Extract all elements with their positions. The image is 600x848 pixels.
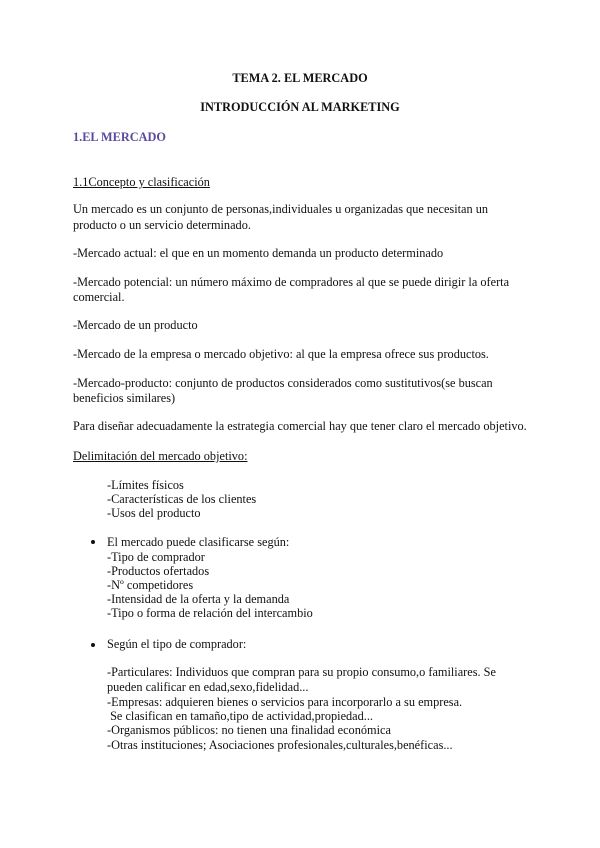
buyer-bullet-text: Según el tipo de comprador: bbox=[107, 637, 247, 651]
delimitation-item: -Usos del producto bbox=[107, 506, 201, 520]
buyer-item: -Particulares: Individuos que compran para su propio consumo,o familiares. Se bbox=[107, 665, 496, 679]
definition-mercado-empresa: -Mercado de la empresa o mercado objetivo: al que la empresa ofrece sus productos. bbox=[73, 347, 489, 361]
buyer-item: -Otras instituciones; Asociaciones profesionales,culturales,benéficas... bbox=[107, 738, 453, 752]
classification-item: -Intensidad de la oferta y la demanda bbox=[107, 592, 290, 606]
subsection-heading: 1.1Concepto y clasificación bbox=[73, 175, 210, 189]
definition-mercado-actual: -Mercado actual: el que en un momento demanda un producto determinado bbox=[73, 246, 444, 260]
delimitation-heading: Delimitación del mercado objetivo: bbox=[73, 449, 248, 463]
intro-line-2: producto o un servicio determinado. bbox=[73, 218, 251, 232]
classification-item: -Nº competidores bbox=[107, 578, 194, 592]
buyer-item: -Organismos públicos: no tienen una finalidad económica bbox=[107, 723, 391, 737]
definition-mercado-potencial-line-1: -Mercado potencial: un número máximo de compradores al que se puede dirigir la oferta bbox=[73, 275, 510, 289]
delimitation-item: -Características de los clientes bbox=[107, 492, 257, 506]
definition-mercado-producto-sustitutivos-line-2: beneficios similares) bbox=[73, 391, 176, 405]
classification-item: -Tipo de comprador bbox=[107, 550, 205, 564]
definition-mercado-potencial-line-2: comercial. bbox=[73, 290, 125, 304]
bullet-dot bbox=[91, 540, 95, 544]
definition-mercado-producto-sustitutivos-line-1: -Mercado-producto: conjunto de productos considerados como sustitutivos(se buscan bbox=[73, 376, 493, 390]
document-title: TEMA 2. EL MERCADO bbox=[232, 71, 368, 85]
document-subtitle: INTRODUCCIÓN AL MARKETING bbox=[200, 100, 400, 114]
classification-item: -Tipo o forma de relación del intercambio bbox=[107, 606, 313, 620]
delimitation-item: -Límites físicos bbox=[107, 478, 184, 492]
buyer-item: pueden calificar en edad,sexo,fidelidad... bbox=[107, 680, 309, 694]
buyer-item: Se clasifican en tamaño,tipo de actividad,propiedad... bbox=[107, 709, 373, 723]
buyer-item: -Empresas: adquieren bienes o servicios para incorporarlo a su empresa. bbox=[107, 695, 463, 709]
strategy-note: Para diseñar adecuadamente la estrategia comercial hay que tener claro el mercado objetivo. bbox=[73, 419, 527, 433]
intro-line-1: Un mercado es un conjunto de personas,individuales u organizadas que necesitan un bbox=[73, 202, 489, 216]
classification-bullet-text: El mercado puede clasificarse según: bbox=[107, 535, 290, 549]
bullet-dot bbox=[91, 643, 95, 647]
classification-item: -Productos ofertados bbox=[107, 564, 210, 578]
definition-mercado-producto: -Mercado de un producto bbox=[73, 318, 198, 332]
section-heading: 1.EL MERCADO bbox=[73, 130, 166, 144]
